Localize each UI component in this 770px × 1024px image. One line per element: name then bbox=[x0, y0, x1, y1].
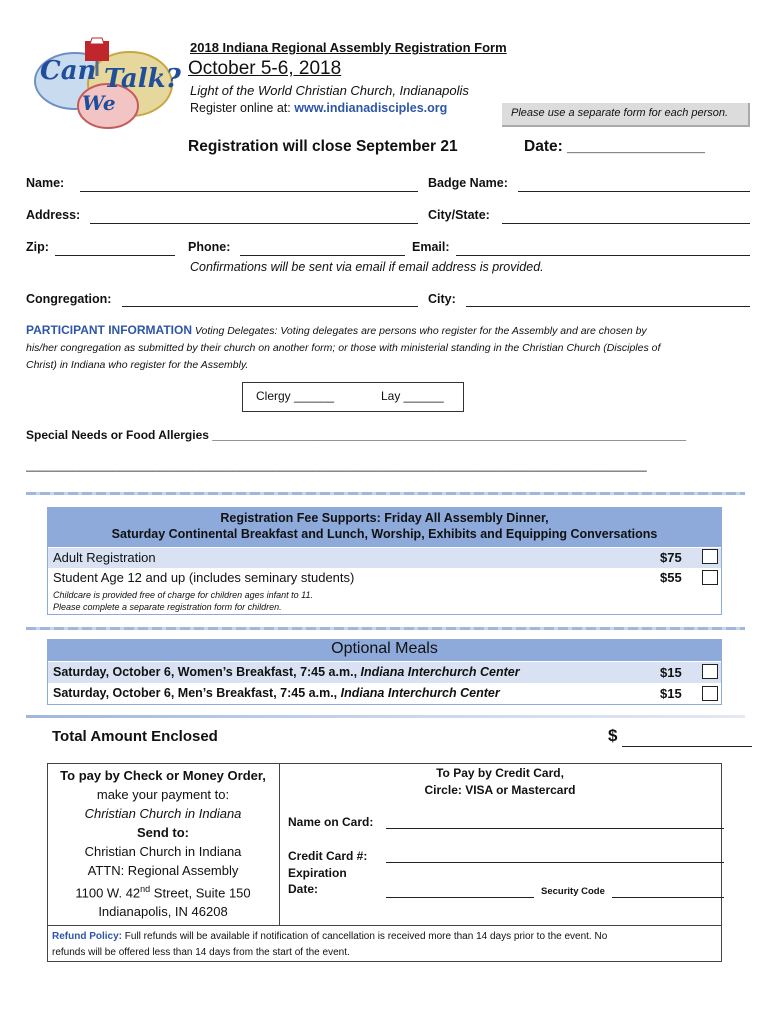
fee-price-student: $55 bbox=[660, 570, 682, 585]
phone-label: Phone: bbox=[188, 240, 231, 254]
congregation-label: Congregation: bbox=[26, 292, 112, 306]
expiration-label-2: Date: bbox=[288, 882, 319, 896]
phone-field[interactable] bbox=[240, 255, 405, 256]
fee-label-adult: Adult Registration bbox=[53, 550, 156, 565]
email-field[interactable] bbox=[456, 255, 750, 256]
refund-text-1: Full refunds will be available if notification of cancellation is received more than 14 days prior to the event. No bbox=[122, 931, 608, 942]
card-circle: Circle: VISA or Mastercard bbox=[424, 783, 576, 797]
address-label: Address: bbox=[26, 208, 81, 222]
fees-heading-2: Saturday Continental Breakfast and Lunch, Worship, Exhibits and Equipping Conversations bbox=[111, 527, 658, 541]
logo-word-we: We bbox=[82, 91, 116, 115]
special-needs-line2[interactable]: _____________________________________________________________________________________________ bbox=[26, 458, 647, 472]
fees-heading-1: Registration Fee Supports: Friday All Assembly Dinner, bbox=[220, 511, 549, 525]
address-field[interactable] bbox=[90, 223, 418, 224]
check-line2: make your payment to: bbox=[96, 787, 230, 802]
email-label: Email: bbox=[412, 240, 450, 254]
meal-women-price: $15 bbox=[660, 665, 682, 680]
date-field[interactable]: Date: ________________ bbox=[524, 138, 705, 155]
check-addr1: Christian Church in Indiana bbox=[84, 844, 242, 859]
name-field[interactable] bbox=[80, 191, 418, 192]
participant-line1 bbox=[26, 322, 746, 340]
childcare-note-1: Childcare is provided free of charge for children ages infant to 11. bbox=[53, 590, 313, 600]
check-addr3-pre: 1100 W. 42 bbox=[75, 885, 141, 901]
clergy-option[interactable]: Clergy ______ bbox=[256, 389, 335, 403]
refund-policy bbox=[52, 929, 717, 961]
register-online bbox=[190, 101, 447, 115]
total-label: Total Amount Enclosed bbox=[52, 728, 218, 745]
expiration-field[interactable] bbox=[386, 897, 534, 898]
separate-form-note: Please use a separate form for each person. bbox=[511, 107, 729, 119]
card-heading: To Pay by Credit Card, bbox=[436, 766, 564, 780]
form-title: 2018 Indiana Regional Assembly Registration Form bbox=[190, 40, 507, 55]
badge-name-label: Badge Name: bbox=[428, 176, 508, 190]
name-on-card-field[interactable] bbox=[386, 828, 724, 829]
card-number-field[interactable] bbox=[386, 862, 724, 863]
zip-label: Zip: bbox=[26, 240, 49, 254]
refund-text-2: refunds will be offered less than 14 days from the start of the event. bbox=[52, 947, 350, 958]
confirmation-note: Confirmations will be sent via email if email address is provided. bbox=[190, 260, 544, 274]
section-divider-2 bbox=[26, 627, 745, 630]
fee-price-adult: $75 bbox=[660, 550, 682, 565]
total-currency: $ bbox=[608, 726, 618, 745]
event-dates: October 5-6, 2018 bbox=[188, 58, 342, 79]
check-addr2: ATTN: Regional Assembly bbox=[87, 863, 239, 878]
meal-men-text: Saturday, October 6, Men’s Breakfast, 7:45 a.m., bbox=[53, 686, 338, 700]
delegate-box bbox=[242, 382, 464, 412]
payment-divider-horizontal bbox=[47, 925, 722, 926]
card-number-label: Credit Card #: bbox=[288, 849, 368, 863]
meals-box-border bbox=[47, 639, 722, 705]
check-addr4: Indianapolis, IN 46208 bbox=[98, 904, 228, 920]
security-code-label: Security Code bbox=[541, 886, 605, 897]
meal-women-text: Saturday, October 6, Women’s Breakfast, 7:45 a.m., bbox=[53, 665, 358, 679]
participant-desc-2: his/her congregation as submitted by their church on another form; or those with ministerial standing in the Christian Church (Disciples of bbox=[26, 342, 661, 354]
lay-option[interactable]: Lay ______ bbox=[381, 389, 444, 403]
childcare-note-2: Please complete a separate registration form for children. bbox=[53, 602, 282, 612]
city-field[interactable] bbox=[466, 306, 750, 307]
participant-desc-3: Christ) in Indiana who register for the Assembly. bbox=[26, 359, 249, 371]
register-prefix: Register online at: bbox=[190, 101, 291, 115]
check-addr3 bbox=[48, 880, 278, 902]
event-venue: Light of the World Christian Church, Indianapolis bbox=[190, 83, 469, 98]
section-divider-3 bbox=[26, 715, 745, 718]
logo-word-can: Can bbox=[40, 56, 97, 86]
section-divider-1 bbox=[26, 492, 745, 495]
check-addr3-sup: nd bbox=[140, 884, 151, 894]
refund-label: Refund Policy: bbox=[52, 931, 123, 942]
check-addr3-post: Street, Suite 150 bbox=[150, 885, 251, 901]
check-send-to: Send to: bbox=[137, 825, 189, 840]
name-label: Name: bbox=[26, 176, 65, 190]
meal-men-price: $15 bbox=[660, 686, 682, 701]
check-payment-section bbox=[48, 766, 278, 921]
participant-desc-1: Voting Delegates: Voting delegates are persons who register for the Assembly and are chosen by bbox=[194, 325, 647, 337]
participant-info bbox=[26, 322, 746, 374]
special-needs[interactable]: Special Needs or Food Allergies _______________________________________________________________________ bbox=[26, 428, 687, 442]
meal-women-place: Indiana Interchurch Center bbox=[360, 665, 520, 679]
meals-heading: Optional Meals bbox=[331, 640, 438, 657]
total-amount-field[interactable] bbox=[622, 746, 752, 747]
city-state-field[interactable] bbox=[502, 223, 750, 224]
zip-field[interactable] bbox=[55, 255, 175, 256]
meal-men-place: Indiana Interchurch Center bbox=[340, 686, 500, 700]
separate-form-note-box bbox=[502, 103, 750, 127]
logo bbox=[30, 36, 180, 136]
badge-name-field[interactable] bbox=[518, 191, 750, 192]
check-heading: To pay by Check or Money Order, bbox=[60, 768, 266, 783]
congregation-field[interactable] bbox=[122, 306, 418, 307]
city-label: City: bbox=[428, 292, 456, 306]
fee-label-student: Student Age 12 and up (includes seminary students) bbox=[53, 570, 355, 585]
participant-heading: PARTICIPANT INFORMATION bbox=[26, 323, 192, 337]
expiration-label-1: Expiration bbox=[288, 866, 347, 880]
city-state-label: City/State: bbox=[428, 208, 490, 222]
check-payee: Christian Church in Indiana bbox=[84, 806, 242, 821]
registration-close: Registration will close September 21 bbox=[188, 138, 458, 155]
register-url[interactable]: www.indianadisciples.org bbox=[294, 101, 448, 115]
name-on-card-label: Name on Card: bbox=[288, 815, 374, 829]
security-code-field[interactable] bbox=[612, 897, 724, 898]
logo-word-talk: Talk? bbox=[104, 64, 181, 94]
